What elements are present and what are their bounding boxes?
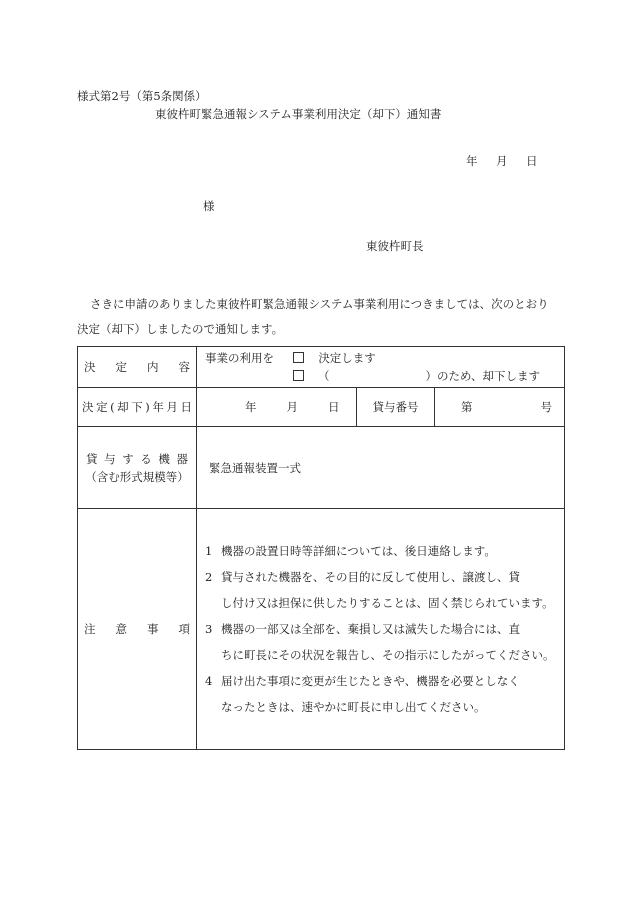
reject-open: （ xyxy=(318,369,330,383)
note-continuation: し付け又は担保に供したりすることは、固く禁じられています。 xyxy=(221,596,554,610)
loan-number-value xyxy=(435,388,565,427)
note-text: 機器の設置日時等詳細については、後日連絡します。 xyxy=(221,544,496,558)
decision-table xyxy=(77,346,565,750)
note-item xyxy=(205,616,558,642)
equipment-label xyxy=(78,427,197,509)
date-label: 決定(却下)年月日 xyxy=(78,388,197,427)
loan-number-suffix: 号 xyxy=(540,400,552,414)
note-item xyxy=(205,564,558,590)
equipment-label-line2: （含む形式規模等） xyxy=(85,469,189,484)
reject-checkbox[interactable] xyxy=(293,370,304,381)
equipment-row xyxy=(78,427,565,509)
decision-prefix: 事業の利用を xyxy=(205,351,274,365)
note-number: 4 xyxy=(205,674,213,688)
equipment-value: 緊急通報装置一式 xyxy=(197,427,565,509)
note-text: 貸与された機器を、その目的に反して使用し、譲渡し、貸 xyxy=(221,570,520,584)
equipment-label-line1: 貸与する機器 xyxy=(86,451,188,466)
reject-close: ）のため、却下します xyxy=(425,369,541,383)
decision-date-value xyxy=(197,388,357,427)
loan-number-label: 貸与番号 xyxy=(357,388,435,427)
date-month: 月 xyxy=(496,154,508,168)
loan-number-prefix: 第 xyxy=(461,400,473,414)
decision-value xyxy=(197,347,565,388)
notes-row xyxy=(78,509,565,750)
decision-row xyxy=(78,347,565,388)
decision-date-month: 月 xyxy=(286,400,298,414)
notes-list xyxy=(197,509,565,750)
body-text: さきに申請のありました東彼杵町緊急通報システム事業利用につきましては、次のとおり決定（却下）しましたので通知します。 xyxy=(77,297,549,336)
note-number: 3 xyxy=(205,622,213,636)
date-day: 日 xyxy=(526,154,538,168)
issue-date xyxy=(466,153,538,169)
decision-date-day: 日 xyxy=(328,400,340,414)
addressee-suffix: 様 xyxy=(203,199,215,213)
date-year: 年 xyxy=(466,154,478,168)
document-title: 東彼杵町緊急通報システム事業利用決定（却下）通知書 xyxy=(155,107,442,121)
decision-date-year: 年 xyxy=(245,400,257,414)
date-row xyxy=(78,388,565,427)
notes-label: 注 意 事 項 xyxy=(78,509,197,750)
approve-checkbox[interactable] xyxy=(293,352,304,363)
form-number: 様式第2号（第5条関係） xyxy=(77,89,207,103)
note-text: 届け出た事項に変更が生じたときや、機器を必要としなく xyxy=(221,674,520,688)
note-item xyxy=(205,668,558,694)
approve-label: 決定します xyxy=(318,351,376,365)
decision-label: 決 定 内 容 xyxy=(78,347,197,388)
note-number: 1 xyxy=(205,544,213,558)
sender: 東彼杵町長 xyxy=(366,239,424,253)
note-continuation: なったときは、速やかに町長に申し出てください。 xyxy=(221,700,486,714)
note-item xyxy=(205,538,558,564)
note-continuation: ちに町長にその状況を報告し、その指示にしたがってください。 xyxy=(221,648,555,662)
note-text: 機器の一部又は全部を、棄損し又は滅失した場合には、直 xyxy=(221,622,520,636)
note-number: 2 xyxy=(205,570,213,584)
